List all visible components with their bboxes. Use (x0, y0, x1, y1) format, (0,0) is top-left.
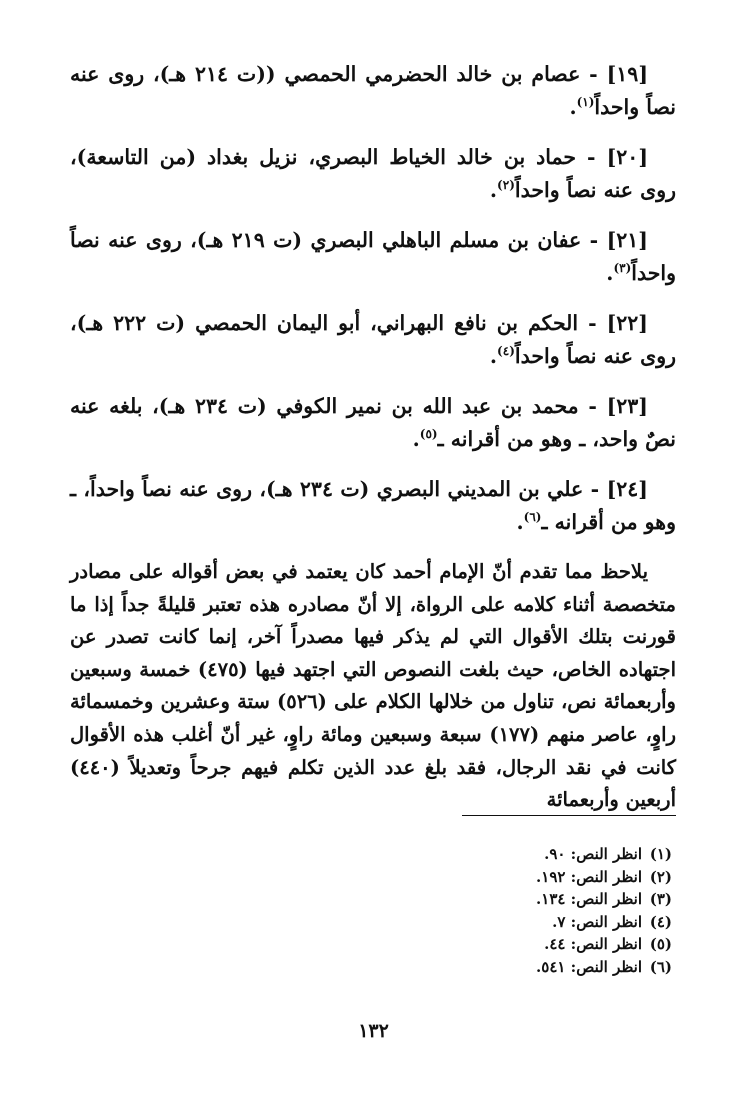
footnote-ref: (٤) (497, 344, 515, 359)
entry-number: [٢٢] (606, 311, 648, 335)
body-paragraph: يلاحظ مما تقدم أنّ الإمام أحمد كان يعتمد في بعض أقواله على مصادر متخصصة أثناء كلامه على الرواة، إلا أنّ مصادره هذه تعتبر قليلةً جداً إذا ما قورنت بتلك الأقوال التي لم يذكر فيها مصدراً آخر، إنما كانت تصدر عن اجتهاده الخاص، حيث بلغت النصوص التي اجتهد فيها (٤٧٥) خمسة وسبعين وأربعمائة نص، تناول من خلالها الكلام على (٥٢٦) ستة وعشرين وخمسمائة راوٍ، عاصر منهم (١٧٧) سبعة وسبعين ومائة راوٍ، غير أنّ أغلب هذه الأقوال كانت في نقد الرجال، فقد بلغ عدد الذين تكلم فيهم جرحاً وتعديلاً (٤٤٠) أربعين وأربعمائة (70, 560, 677, 812)
entry-text: - الحكم بن نافع البهراني، أبو اليمان الحمصي (ت ٢٢٢ هـ)، روى عنه نصاً واحداً (70, 311, 676, 368)
entry-end: . (489, 178, 498, 202)
entry-number: [٢٤] (606, 477, 648, 501)
entry-text: - عصام بن خالد الحضرمي الحمصي ((ت ٢١٤ هـ)، روى عنه نصاً واحداً (70, 62, 676, 119)
footnote-text: انظر النص: ٩٠. (544, 845, 642, 863)
narrator-entry-23 (70, 390, 676, 456)
footnote-number: (٥) (649, 935, 672, 954)
narrator-entry-22 (70, 307, 676, 373)
footnote-ref: (٢) (497, 178, 515, 193)
entry-end: . (569, 95, 577, 119)
entry-number: [٢٠] (606, 145, 649, 169)
footnotes (440, 843, 672, 979)
footnote-item (440, 866, 672, 889)
entry-end: . (516, 510, 524, 534)
entry-end: . (606, 261, 614, 285)
footnote-number: (٦) (649, 957, 672, 976)
footnote-text: انظر النص: ٤٤. (544, 935, 642, 954)
footnote-number: (٢) (649, 867, 672, 886)
footnote-ref: (٦) (523, 510, 542, 525)
footnote-number: (٣) (649, 890, 672, 909)
footnote-item (440, 888, 672, 911)
footnote-number: (١) (649, 845, 672, 863)
entry-end: . (489, 344, 498, 368)
entry-text: - محمد بن عبد الله بن نمير الكوفي (ت ٢٣٤ هـ)، بلغه عنه نصٌ واحد، ـ وهو من أقرانه ـ (70, 394, 676, 451)
narrator-entry-20 (70, 141, 676, 207)
page-number: ١٣٢ (358, 1020, 389, 1042)
entry-end: . (412, 427, 420, 451)
entry-number: [٢٣] (606, 394, 648, 418)
entry-text: - حماد بن خالد الخياط البصري، نزيل بغداد (من التاسعة)، روى عنه نصاً واحداً (70, 145, 676, 202)
footnote-item (440, 843, 672, 866)
footnote-item (440, 933, 672, 956)
narrator-entry-19 (70, 58, 676, 124)
entry-number: [٢١] (606, 228, 648, 252)
page-body (70, 58, 676, 817)
footnote-item (440, 956, 672, 979)
narrator-entry-21 (70, 224, 676, 290)
entry-text: - عفان بن مسلم الباهلي البصري (ت ٢١٩ هـ)، روى عنه نصاً واحداً (70, 228, 676, 285)
footnote-text: انظر النص: ١٩٢. (536, 867, 642, 886)
footnote-text: انظر النص: ٥٤١. (536, 957, 642, 976)
footnote-divider (462, 815, 676, 816)
entry-text: - علي بن المديني البصري (ت ٢٣٤ هـ)، روى عنه نصاً واحداً، ـ وهو من أقرانه ـ (70, 477, 676, 534)
footnote-text: انظر النص: ١٣٤. (536, 890, 642, 909)
footnote-item (440, 911, 672, 934)
footnote-ref: (١) (576, 95, 595, 110)
footnote-ref: (٣) (613, 261, 632, 276)
narrator-entry-24 (70, 473, 676, 539)
footnote-text: انظر النص: ٧. (552, 912, 642, 931)
entry-number: [١٩] (606, 62, 649, 86)
footnote-number: (٤) (649, 912, 672, 931)
footnote-ref: (٥) (419, 427, 438, 442)
